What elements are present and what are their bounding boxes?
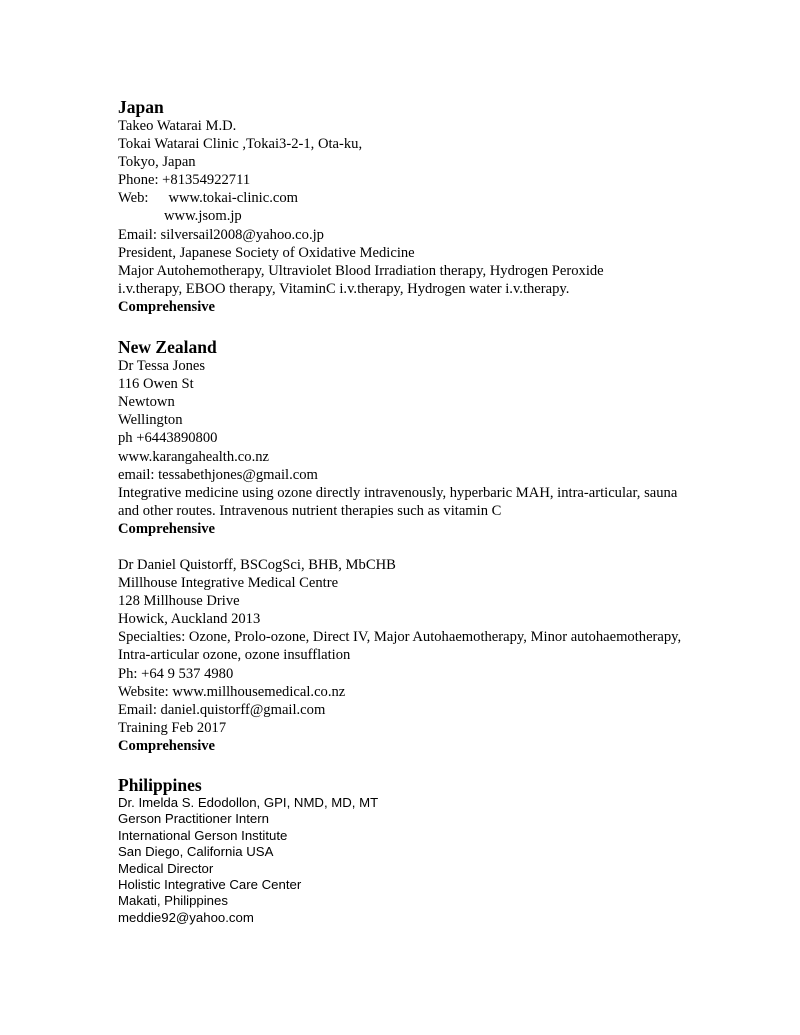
therapies-line-2: i.v.therapy, EBOO therapy, VitaminC i.v.therapy, Hydrogen water i.v.therapy. [118,280,570,297]
title: Gerson Practitioner Intern [118,811,269,827]
street-address: 116 Owen St [118,376,194,393]
section-japan [118,97,758,316]
specialties-line-1: Specialties: Ozone, Prolo-ozone, Direct IV, Major Autohaemotherapy, Minor autohaemotherapy, [118,629,682,646]
practitioner-name: Dr Daniel Quistorff, BSCogSci, BHB, MbCHB [118,556,396,573]
entry-imelda-edodollon [118,795,758,926]
clinic-name: Millhouse Integrative Medical Centre [118,575,339,592]
training-level: Comprehensive [118,520,216,537]
entry-takeo-watarai [118,117,758,316]
title: Medical Director [118,860,214,876]
entry-tessa-jones [118,357,758,538]
practitioner-name: Dr Tessa Jones [118,358,206,375]
organization: International Gerson Institute [118,827,288,843]
email: meddie92@yahoo.com [118,909,254,925]
city: Makati, Philippines [118,893,228,909]
clinic-address: Tokai Watarai Clinic ,Tokai3-2-1, Ota-ku, [118,136,363,153]
practitioner-name: Takeo Watarai M.D. [118,118,237,134]
city: Howick, Auckland 2013 [118,611,261,628]
phone: ph +6443890800 [118,430,218,447]
section-new-zealand [118,337,758,755]
practitioner-name: Dr. Imelda S. Edodollon, GPI, NMD, MD, MT [118,795,379,810]
training-level: Comprehensive [118,298,216,315]
country-heading-new-zealand: New Zealand [118,337,217,358]
country-heading-philippines: Philippines [118,775,202,795]
specialties-line-2: Intra-articular ozone, ozone insufflation [118,647,351,664]
therapies-line-1: Major Autohemotherapy, Ultraviolet Blood Irradiation therapy, Hydrogen Peroxide [118,262,604,279]
therapies-line-2: and other routes. Intravenous nutrient therapies such as vitamin C [118,502,502,519]
document-page [118,97,758,926]
email: Email: silversail2008@yahoo.co.jp [118,226,324,243]
city: Wellington [118,412,183,429]
website-link[interactable]: www.karangahealth.co.nz [118,448,270,465]
therapies-line-1: Integrative medicine using ozone directly intravenously, hyperbaric MAH, intra-articular, sauna [118,484,678,501]
web-line [118,189,758,207]
website-link-2[interactable]: www.jsom.jp [164,208,242,225]
phone: Phone: +81354922711 [118,172,251,189]
suburb: Newtown [118,394,175,411]
entry-daniel-quistorff [118,556,758,755]
email: email: tessabethjones@gmail.com [118,466,318,483]
section-philippines [118,775,758,926]
website-link[interactable]: Website: www.millhousemedical.co.nz [118,683,346,700]
country-heading-japan: Japan [118,97,164,117]
email: Email: daniel.quistorff@gmail.com [118,701,326,718]
role: President, Japanese Society of Oxidative Medicine [118,244,415,261]
phone: Ph: +64 9 537 4980 [118,665,234,682]
city: San Diego, California USA [118,844,274,860]
training-date: Training Feb 2017 [118,719,227,736]
street-address: 128 Millhouse Drive [118,593,240,610]
web-label: Web: [118,190,149,207]
website-link[interactable]: www.tokai-clinic.com [168,190,298,207]
organization: Holistic Integrative Care Center [118,877,302,893]
training-level: Comprehensive [118,737,216,754]
city: Tokyo, Japan [118,154,196,171]
